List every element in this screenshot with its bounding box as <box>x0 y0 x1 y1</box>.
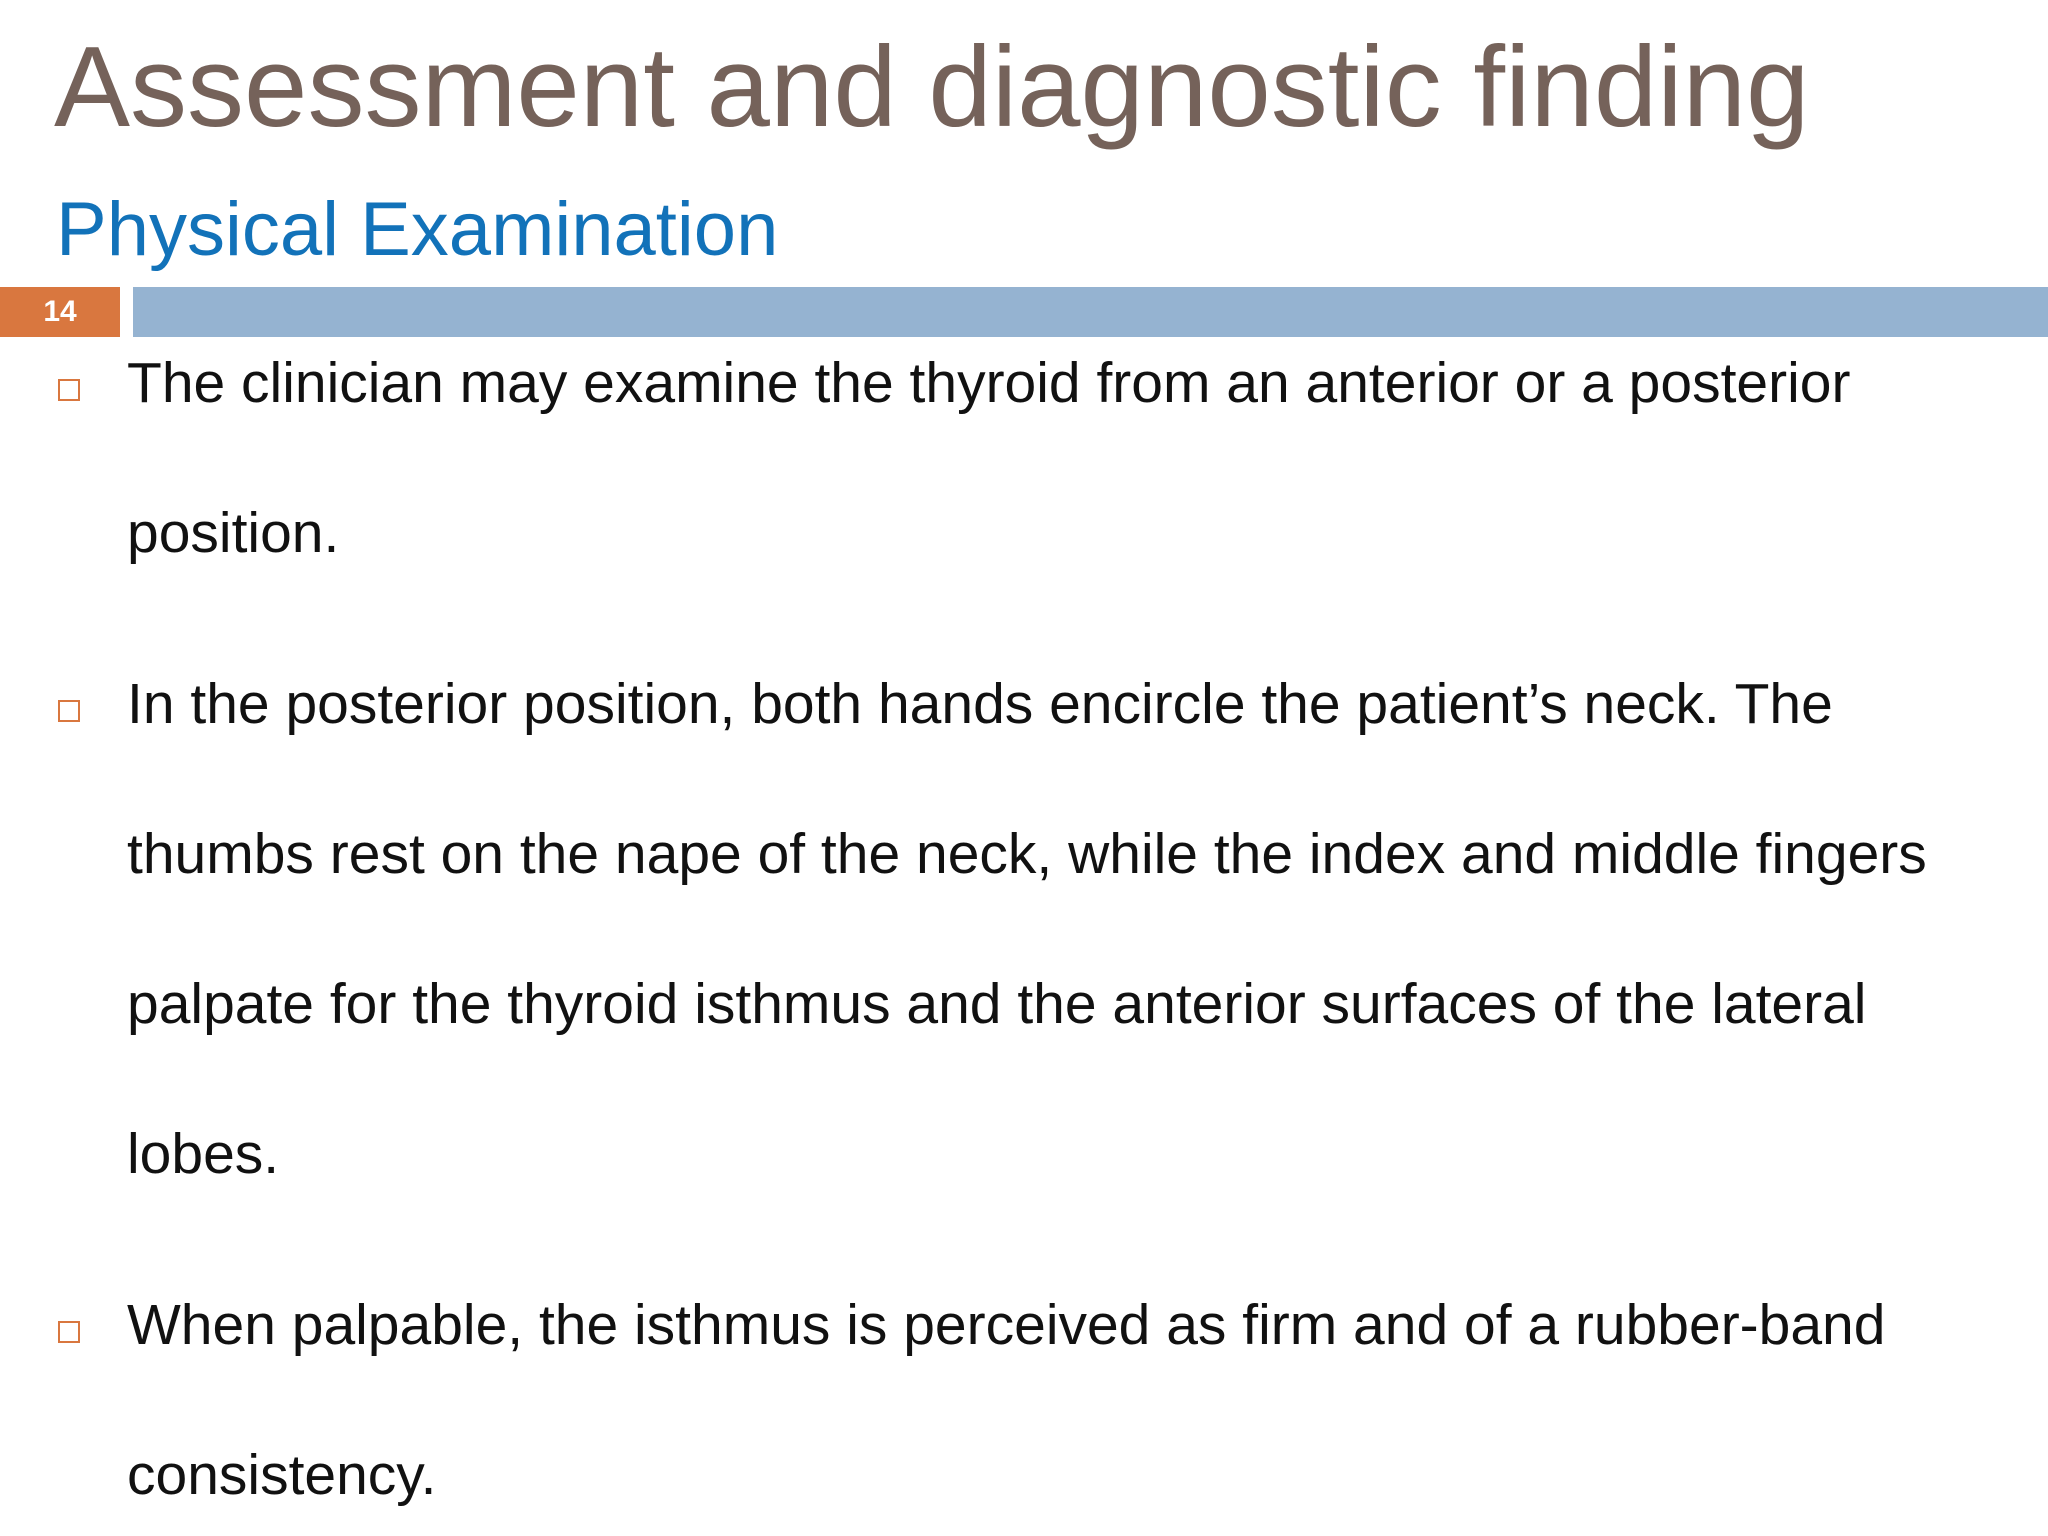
slide-number-badge <box>0 287 120 337</box>
square-bullet-icon <box>58 700 80 722</box>
bullet-text: When palpable, the isthmus is perceived as firm and of a rubber-band consistency. <box>127 1293 1886 1507</box>
slide-title: Assessment and diagnostic finding <box>54 24 1810 151</box>
square-bullet-icon <box>58 379 80 401</box>
bullet-text: The clinician may examine the thyroid from an anterior or a posterior position. <box>127 351 1851 565</box>
slide-subtitle: Physical Examination <box>56 187 779 272</box>
bullet-text: In the posterior position, both hands encircle the patient’s neck. The thumbs rest on the nape of the neck, while the index and middle fingers palpate for the thyroid isthmus and the anterior surfaces of the lateral lobes. <box>127 672 1927 1186</box>
slide-number: 14 <box>43 295 77 328</box>
square-bullet-icon <box>58 1321 80 1343</box>
